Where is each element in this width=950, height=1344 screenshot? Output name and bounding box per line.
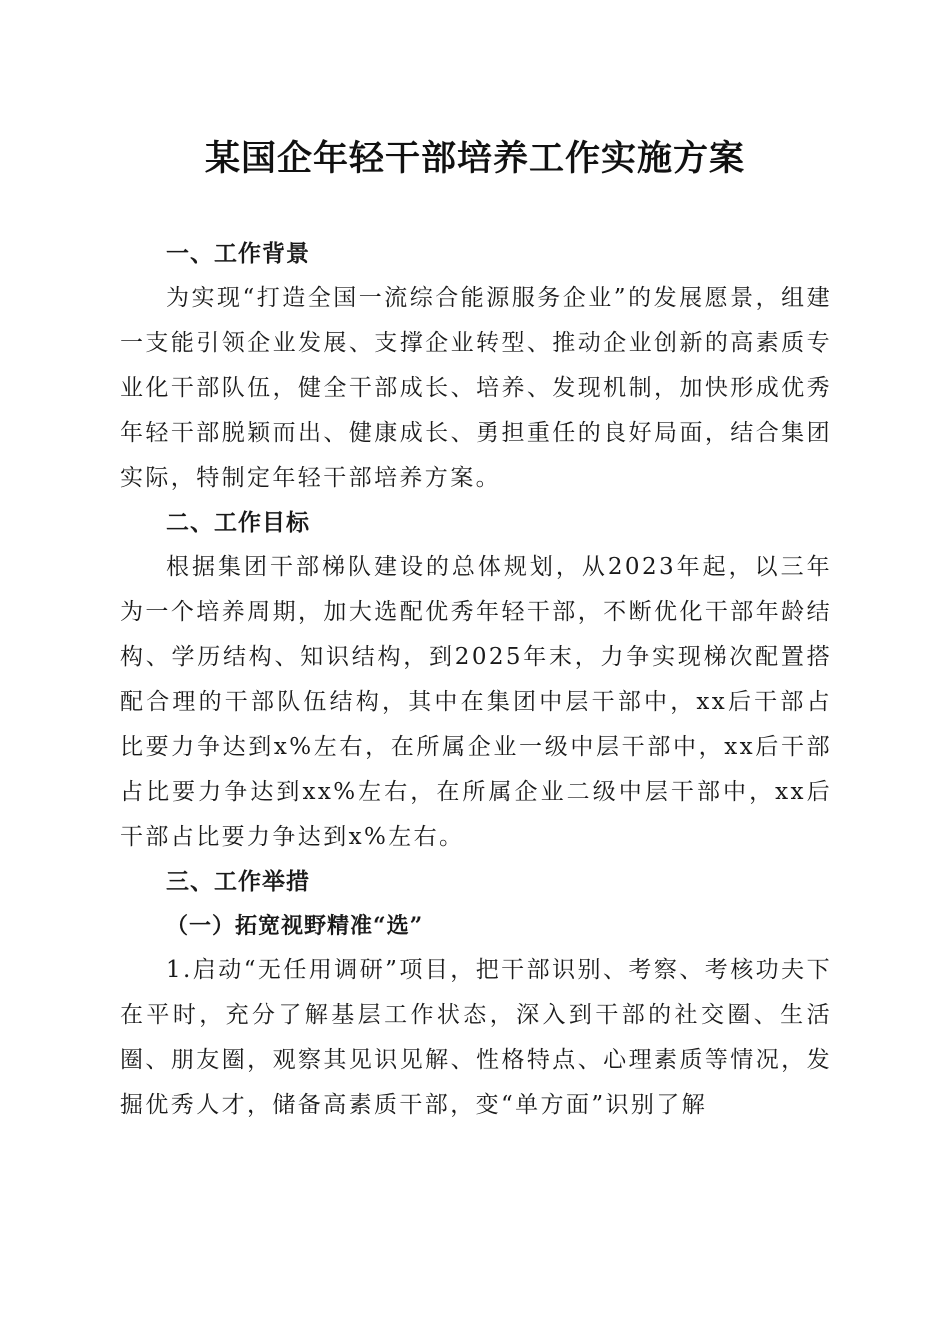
subsection-heading-selection: （一）拓宽视野精准“选” (166, 913, 424, 939)
section-heading-goals: 二、工作目标 (166, 510, 310, 536)
section-paragraph-background: 为实现“打造全国一流综合能源服务企业”的发展愿景，组建一支能引领企业发展、支撑企业转型、推动企业创新的高素质专业化干部队伍，健全干部成长、培养、发现机制，加快形成优秀年轻干部脱颖而出、健康成长、勇担重任的良好局面，结合集团实际，特制定年轻干部培养方案。 (120, 285, 832, 491)
section-paragraph-measures: 1.启动“无任用调研”项目，把干部识别、考察、考核功夫下在平时，充分了解基层工作状态，深入到干部的社交圈、生活圈、朋友圈，观察其见识见解、性格特点、心理素质等情况，发掘优秀人才，储备高素质干部，变“单方面”识别了解 (120, 957, 832, 1118)
section-heading-measures: 三、工作举措 (166, 869, 310, 895)
document-title: 某国企年轻干部培养工作实施方案 (204, 138, 745, 179)
section-heading-background: 一、工作背景 (166, 241, 310, 267)
section-paragraph-goals: 根据集团干部梯队建设的总体规划，从2023年起，以三年为一个培养周期，加大选配优秀年轻干部，不断优化干部年龄结构、学历结构、知识结构，到2025年末，力争实现梯次配置搭配合理的干部队伍结构，其中在集团中层干部中，xx后干部占比要力争达到x%左右，在所属企业一级中层干部中，xx后干部占比要力争达到xx%左右，在所属企业二级中层干部中，xx后干部占比要力争达到x%左右。 (120, 554, 832, 850)
document-body (120, 232, 832, 1128)
